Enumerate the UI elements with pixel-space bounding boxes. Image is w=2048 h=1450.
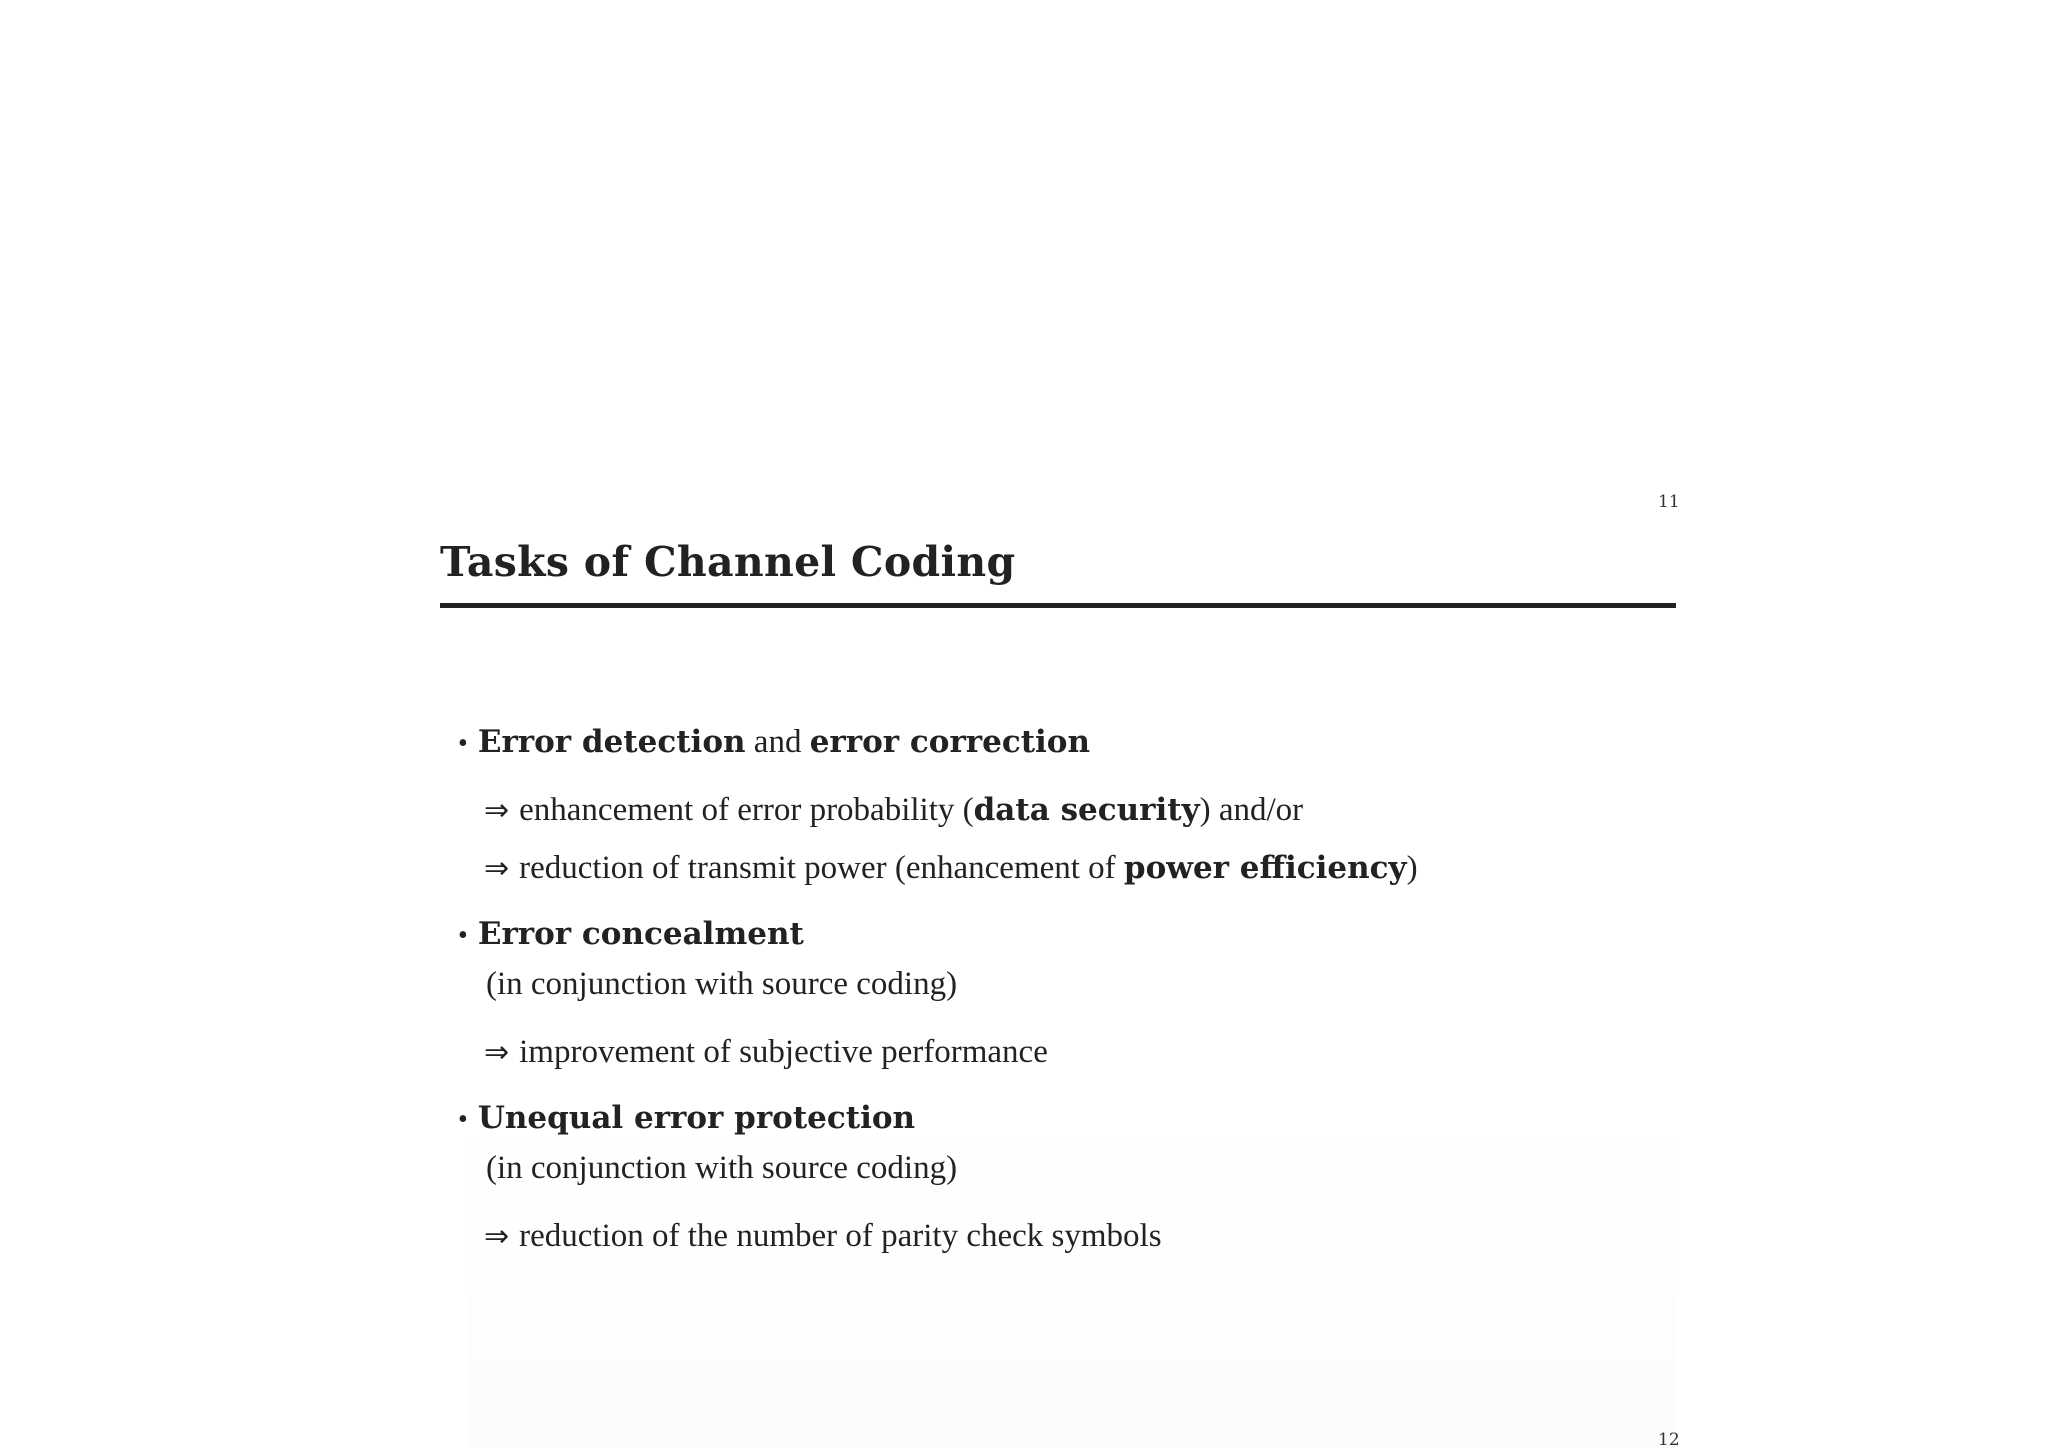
bullet-unequal-error-protection	[458, 1100, 915, 1137]
bullet-connector: and	[745, 724, 810, 760]
bullet-marker: •	[458, 1104, 468, 1135]
arrow-item-data-security: ⇒ enhancement of error probability (data security) and/or	[484, 792, 1304, 828]
bullet-marker: •	[458, 920, 468, 951]
bullet-error-detection	[458, 724, 1090, 761]
implies-arrow-icon: ⇒	[484, 793, 510, 828]
bullet-note-unequal: (in conjunction with source coding)	[486, 1150, 958, 1186]
arrow-item-subjective-performance: ⇒ improvement of subjective performance	[484, 1034, 1048, 1070]
bold-data-security: data security	[973, 792, 1200, 828]
bullet-error-concealment	[458, 916, 804, 953]
page-number-bottom: 12	[1658, 1430, 1680, 1450]
arrow-item-power-efficiency: ⇒ reduction of transmit power (enhancement of power efficiency)	[484, 850, 1418, 886]
implies-arrow-icon: ⇒	[484, 1219, 510, 1254]
arrow-item-parity-symbols: ⇒ reduction of the number of parity check symbols	[484, 1218, 1162, 1254]
bullet-bold-error-correction: error correction	[809, 724, 1091, 760]
implies-arrow-icon: ⇒	[484, 851, 510, 886]
bold-power-efficiency: power efficiency	[1123, 850, 1407, 886]
bullet-marker: •	[458, 728, 468, 759]
bullet-bold-error-detection: Error detection	[477, 724, 746, 760]
slide-title: Tasks of Channel Coding	[440, 538, 1016, 586]
implies-arrow-icon: ⇒	[484, 1035, 510, 1070]
title-rule	[440, 603, 1676, 608]
bullet-bold-error-concealment: Error concealment	[477, 916, 804, 952]
bullet-note-concealment: (in conjunction with source coding)	[486, 966, 958, 1002]
page-number-top: 11	[1658, 492, 1680, 512]
bullet-bold-unequal-error-protection: Unequal error protection	[477, 1100, 916, 1136]
